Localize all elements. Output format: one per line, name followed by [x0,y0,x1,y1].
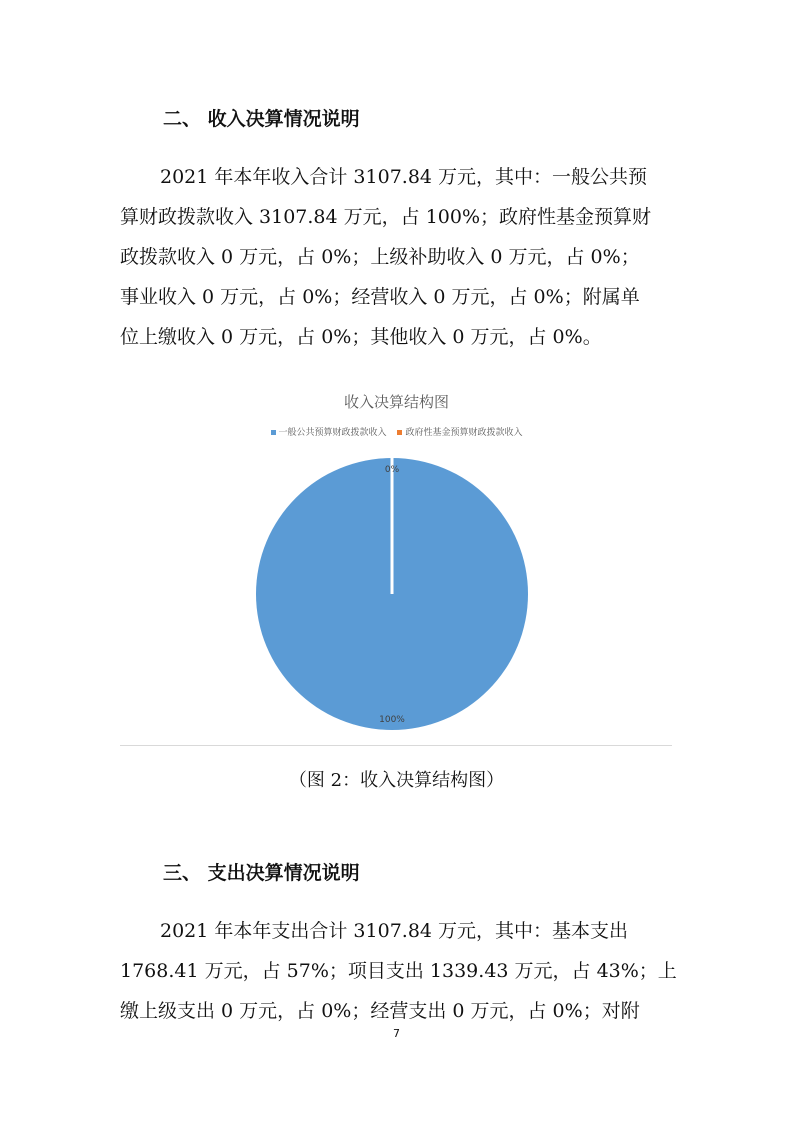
chart-title: 收入决算结构图 [343,393,449,411]
expense-line: 1768.41 万元，占 57%；项目支出 1339.43 万元，占 43%；上 [120,960,677,982]
expense-line: 2021 年本年支出合计 3107.84 万元，其中：基本支出 [160,920,629,942]
expense-paragraph [120,911,680,1031]
income-line: 政拨款收入 0 万元，占 0%；上级补助收入 0 万元，占 0%； [120,246,640,268]
income-line: 算财政拨款收入 3107.84 万元，占 100%；政府性基金预算财 [120,206,652,228]
legend-label: 一般公共预算财政拨款收入 [278,428,387,438]
pie-data-label: 0% [384,465,400,475]
section-heading-expense: 三、 支出决算情况说明 [163,862,360,884]
figure-caption: （图 2：收入决算结构图） [288,770,505,791]
page-number: 7 [393,1027,400,1040]
income-line: 2021 年本年收入合计 3107.84 万元，其中：一般公共预 [160,166,648,188]
expense-line: 缴上级支出 0 万元，占 0%；经营支出 0 万元，占 0%；对附 [120,1000,640,1022]
pie-data-label: 100% [379,715,405,725]
section-heading-income: 二、 收入决算情况说明 [163,108,360,130]
income-line: 事业收入 0 万元，占 0%；经营收入 0 万元，占 0%；附属单 [120,286,640,308]
income-line: 位上缴收入 0 万元，占 0%；其他收入 0 万元，占 0%。 [120,326,602,348]
legend-label: 政府性基金预算财政拨款收入 [405,428,523,438]
chart-divider [120,745,672,746]
